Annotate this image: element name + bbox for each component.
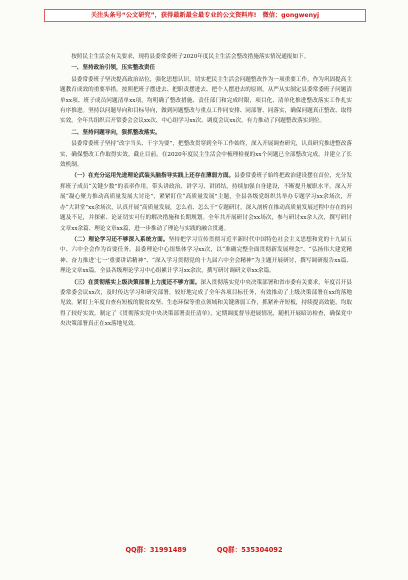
top-banner [44,9,366,22]
banner-text: 关注头条号“公文研究”，获得最新最全最专业的公文资料库! [90,12,257,19]
footer-qq-1: QQ群：31991489 [125,546,187,554]
banner-wechat: 微信：gongwenyj [262,12,320,19]
item-1-lead: （一）在充分运用先进理论武装头脑指导实践上还存在薄弱方面。 [71,173,235,180]
section-1-paragraph: 县委常委班子坚决提高政治站位，强化思想认识，切实把民主生活会问题整改作为一项重要工作，作为巩固提高主题教育成效的重要举措，按照把班子摆进去、把职责摆进去、把个人摆进去的原则，从严从实制定县委常委班子问题清单xx项、班子成员问题清单xx项，均明确了整改措施、责任部门和完成时限，项目化、清单化推进整改落实工作扎实有序推进。坚持以问题导向和目标导向，做到问题整改与重点工作同安排、同部署、同落实，确保问题真正整改、取得实效。全年共组织召开常委会会议xx次、中心组学习xx次、调度会议xx次，有力推动了问题整改落实到位。 [60,76,352,125]
item-1-paragraph [60,171,352,233]
item-3-lead: （三）在贯彻落实上级决策部署上力度还不够方面。 [71,279,201,286]
section-2-heading: 二、坚持问题导向，狠抓整改落实。 [71,129,161,136]
item-2-text: 坚持把学习宣传贯彻习近平新时代中国特色社会主义思想和党的十九届五中、六中全会作为首要任务。县委理论中心组集体学习xx次，以“准确完整全面贯彻新发展理念”、“弘扬伟大建党精神、奋力推进‘七一’重要讲话精神”、“深入学习贯彻党的十九届六中全会精神”为主题开展研讨，撰写调研报告xx篇、理论文章xx篇。全县各级理论学习中心组累计学习xx余次，撰写研讨调研文章xx余篇。 [60,236,352,275]
footer-qq-2: QQ群：535304092 [216,546,283,554]
section-2-paragraph: 县委常委班子坚持“改字当头、干字为要”，把整改贯穿到全年工作始终，深入开展调查研究，认真研究推进整改落实，确保整改工作取得实效。截止目前，在2020年度民主生活会中梳理检视的xx个问题已全部整改完成，并建立了长效机制。 [60,141,352,169]
footer-contacts [0,544,408,554]
section-1-heading: 一、坚持政治引领，压实整改责任 [71,65,156,72]
document-body [60,52,352,538]
item-2-lead: （二）理论学习还不够深入系统方面。 [71,236,169,243]
item-3-text: 深入贯彻落实党中央决策部署和省市委有关要求，年度召开县委常委会议xx次，及时传达学习和研究部署，较好地完成了全年各项目标任务，有效推动了上级决策部署在xx的落地见效。紧盯上年度自查有短板的脱贫攻坚、生态环保等重点领域和关键薄弱工作，抓紧补齐短板，持续提高效能，均取得了较好实效。制定了《贯彻落实党中央决策部署责任清单》，定期调度督导进展情况，随机开展暗访检查，确保党中央决策部署真正在xx落地见效。 [60,279,352,328]
item-2-paragraph [60,235,352,277]
intro-paragraph: 按照民主生活会有关要求，现将县委常委班子2020年度民主生活会整改措施落实情况通报如下。 [71,54,310,60]
item-3-paragraph [60,278,352,330]
item-1-text: 县委常委班子始终把政治建设摆在首位，充分发挥班子成员“关键少数”的表率作用，带头讲政治、讲学习、讲团结，持续加强自身建设，不断提升履职水平。深入开展“凝心聚力推动高质量发展大讨论”，紧紧盯住“高质量发展”主题，全县各级党组织共举办专题学习xx余场次，开办“大讲堂”xx余场次，认真开展“高质量发展，怎么看、怎么干”专题研讨，深入剖析在推动高质量发展过程中存在的问题及不足，并探索、论证切实可行的解决措施和长期规划。全年共开展研讨会xx场次，参与研讨xx余人次，撰写研讨文章xx余篇、理论文章xx篇，进一步推动了理论与实践的融合贯通。 [60,173,352,232]
